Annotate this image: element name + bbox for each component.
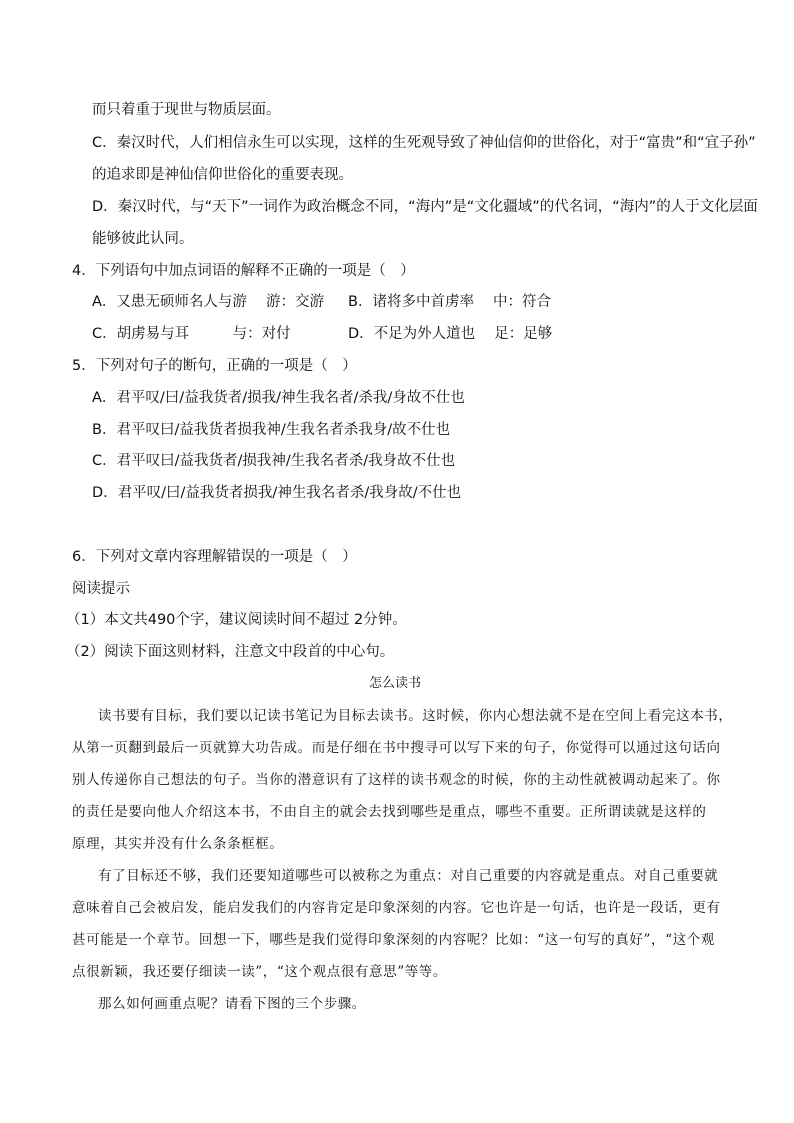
reading-tip-1: （1）本文共490个字，建议阅读时间不超过 2分钟。	[66, 612, 407, 628]
q3-option-d-line1: D．秦汉时代，与“天下”一词作为政治概念不同，“海内”是“文化疆域”的代名词，“海内”的人于文化层面	[92, 199, 758, 215]
passage-p2-line3: 甚可能是一个章节。回想一下，哪些是我们觉得印象深刻的内容呢？比如：“这一句写的真好”，“这个观	[72, 932, 715, 948]
q5-option-a: A．君平叹/曰/益我货者/损我/神生我名者/杀我/身故不仕也	[92, 390, 465, 406]
q3-option-c-line2: 的追求即是神仙信仰世俗化的重要表现。	[92, 167, 353, 183]
q5-option-c: C．君平叹曰/益我货者/损我神/生我名者杀/我身故不仕也	[92, 453, 456, 469]
q4-option-b: B．诸将多中首虏率 中：符合	[348, 294, 552, 310]
q3-option-d-line2: 能够彼此认同。	[92, 231, 194, 247]
passage-p1-line3: 别人传递你自己想法的句子。当你的潜意识有了这样的读书观念的时候，你的主动性就被调动起来了。你	[72, 772, 721, 788]
passage-p1-line2: 从第一页翻到最后一页就算大功告成。而是仔细在书中搜寻可以写下来的句子，你觉得可以通过这句话向	[72, 740, 721, 756]
passage-p1-line5: 原理，其实并没有什么条条框框。	[72, 836, 284, 852]
passage-p3-line1: 那么如何画重点呢？请看下图的三个步骤。	[98, 996, 366, 1012]
passage-p2-line2: 意味着自己会被启发，能启发我们的内容肯定是印象深刻的内容。它也许是一句话，也许是一段话，更有	[72, 900, 721, 916]
passage-p1-line1: 读书要有目标，我们要以记读书笔记为目标去读书。这时候，你内心想法就不是在空间上看完这本书，	[98, 708, 733, 724]
q5-option-b: B．君平叹曰/益我货者损我神/生我名者杀我身/故不仕也	[92, 422, 451, 438]
q6-stem: 6．下列对文章内容理解错误的一项是（ ）	[72, 549, 357, 565]
passage-p2-line4: 点很新颖，我还要仔细读一读”，“这个观点很有意思”等等。	[72, 964, 448, 980]
q3-option-c-line1: C．秦汉时代，人们相信永生可以实现，这样的生死观导致了神仙信仰的世俗化，对于“富贵”和“宜子孙”	[92, 135, 756, 151]
passage-p1-line4: 的责任是要向他人介绍这本书，不由自主的就会去找到哪些是重点，哪些不重要。正所谓读就是这样的	[72, 804, 707, 820]
q3-tail: 而只着重于现世与物质层面。	[92, 102, 281, 118]
passage-p2-line1: 有了目标还不够，我们还要知道哪些可以被称之为重点：对自己重要的内容就是重点。对自己重要就	[98, 868, 719, 884]
q4-option-a: A．又患无硕师名人与游 游：交游	[92, 294, 325, 310]
reading-tip-label: 阅读提示	[72, 581, 130, 597]
q5-stem: 5．下列对句子的断句，正确的一项是（ ）	[72, 358, 357, 374]
q4-option-c: C．胡虏易与耳 与：对付	[92, 326, 291, 342]
q4-stem: 4．下列语句中加点词语的解释不正确的一项是（ ）	[72, 263, 415, 279]
q4-option-d: D．不足为外人道也 足：足够	[348, 326, 553, 342]
q5-option-d: D．君平叹/曰/益我货者损我/神生我名者杀/我身故/不仕也	[92, 485, 462, 501]
reading-tip-2: （2）阅读下面这则材料，注意文中段首的中心句。	[66, 644, 395, 660]
passage-title: 怎么读书	[369, 676, 422, 691]
